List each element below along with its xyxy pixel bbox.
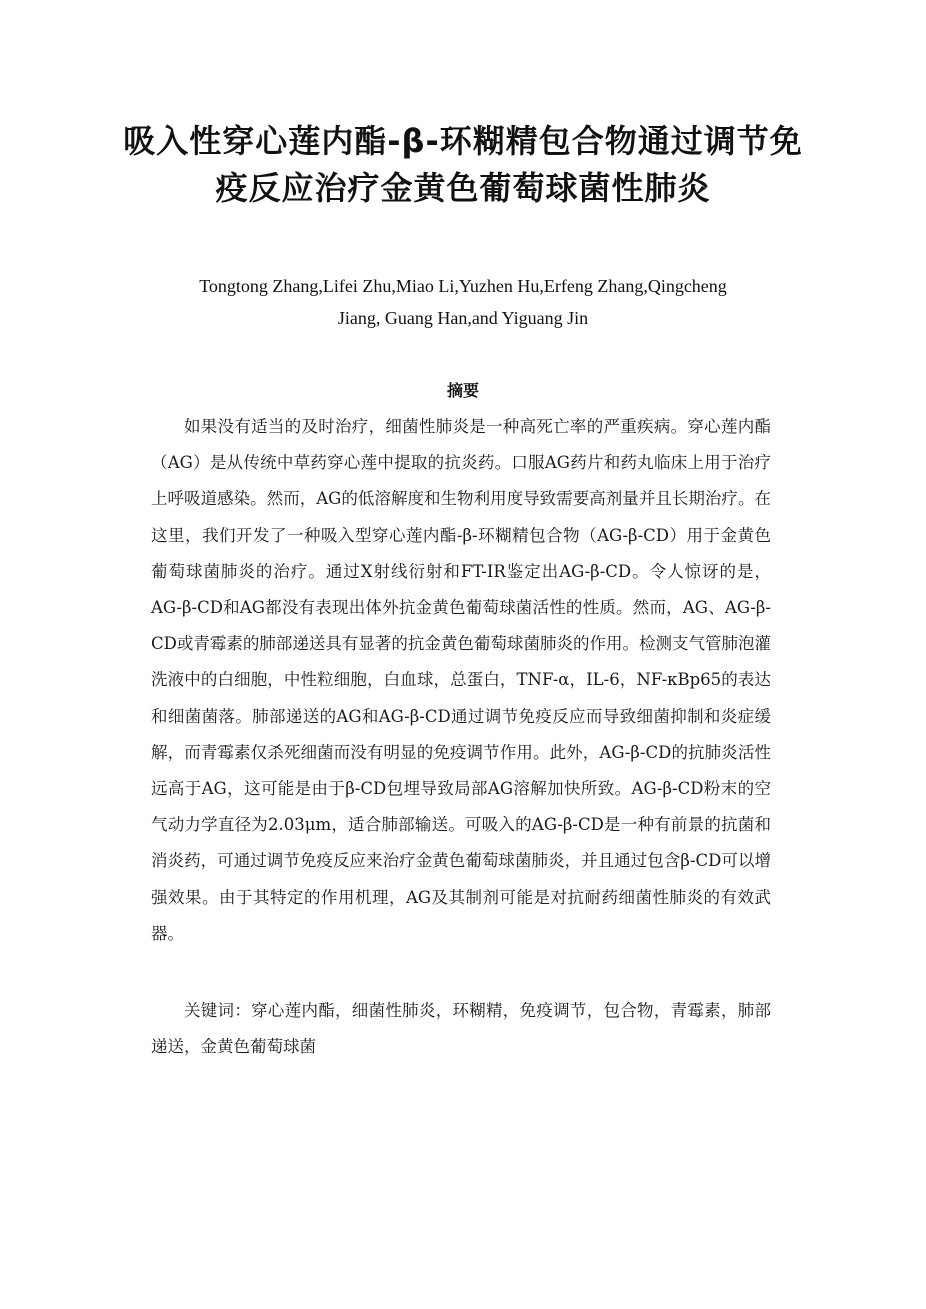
abstract-heading: 摘要	[446, 381, 479, 400]
keywords-paragraph: 关键词：穿心莲内酯，细菌性肺炎，环糊精，免疫调节，包合物，青霉素，肺部递送，金黄色葡萄球菌	[151, 1001, 771, 1057]
abstract-paragraph: 如果没有适当的及时治疗，细菌性肺炎是一种高死亡率的严重疾病。穿心莲内酯（AG）是从传统中草药穿心莲中提取的抗炎药。口服AG药片和药丸临床上用于治疗上呼吸道感染。然而，AG的低溶解度和生物利用度导致需要高剂量并且长期治疗。在这里，我们开发了一种吸入型穿心莲内酯-β-环糊精包合物（AG-β-CD）用于金黄色葡萄球菌肺炎的治疗。通过X射线衍射和FT-IR鉴定出AG-β-CD。令人惊讶的是，AG-β-CD和AG都没有表现出体外抗金黄色葡萄球菌活性的性质。然而，AG、AG-β-CD或青霉素的肺部递送具有显著的抗金黄色葡萄球菌肺炎的作用。检测支气管肺泡灌洗液中的白细胞，中性粒细胞，白血球，总蛋白，TNF-α，IL-6，NF-κBp65的表达和细菌菌落。肺部递送的AG和AG-β-CD通过调节免疫反应而导致细菌抑制和炎症缓解，而青霉素仅杀死细菌而没有明显的免疫调节作用。此外，AG-β-CD的抗肺炎活性远高于AG，这可能是由于β-CD包埋导致局部AG溶解加快所致。AG-β-CD粉末的空气动力学直径为2.03μm，适合肺部输送。可吸入的AG-β-CD是一种有前景的抗菌和消炎药，可通过调节免疫反应来治疗金黄色葡萄球菌肺炎，并且通过包含β-CD可以增强效果。由于其特定的作用机理，AG及其制剂可能是对抗耐药细菌性肺炎的有效武器。	[151, 417, 771, 943]
author-list: Tongtong Zhang,Lifei Zhu,Miao Li,Yuzhen Hu,Erfeng Zhang,Qingcheng Jiang, Guang Han,and Yiguang Jin	[199, 276, 727, 328]
paper-title: 吸入性穿心莲内酯-β-环糊精包合物通过调节免疫反应治疗金黄色葡萄球菌性肺炎	[123, 122, 803, 207]
